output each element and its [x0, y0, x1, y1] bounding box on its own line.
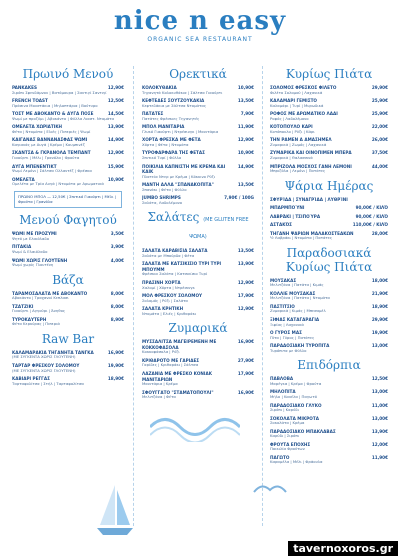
section-title-text: Raw Bar [41, 331, 95, 346]
menu-item-name: ΜΠΡΙΖΟΛΑ ΜΟΣΧΟΣ ΓΑΝΗ ΛΕΜΟΝΙ [270, 163, 352, 169]
menu-item-description: ½ Λαβράκι | Ντομάτα | Πατάτες [270, 235, 333, 241]
menu-item [270, 343, 388, 353]
menu-item [270, 137, 388, 147]
menu-item-name: ΤΟΣΤ ΜΕ ΑΒΟΚΑΝΤΟ & ΑΥΓΑ ΠΟΣΕ [12, 111, 94, 117]
menu-item-name: ΞΙΦΙΑΣ ΚΑΤΑΓΑΡΑΓΙΑ [270, 317, 320, 323]
menu-item-description: Μήλο | Κανέλα | Παγωτό [270, 393, 317, 399]
menu-item [270, 330, 388, 340]
menu-item-name: ΚΑΛΑΜΑΡΙ ΓΕΜΙΣΤΟ [270, 98, 317, 104]
menu-item-price: 12,50€ [371, 376, 388, 382]
menu-item [12, 164, 124, 174]
menu-item-name: ΣΚΑΝΤΣΑ & ΓΚΡΑΝΟΛΑ ΤΕΜΠΑΝΤ [12, 150, 91, 156]
menu-item-name: ΠΑΡΑΔΟΣΙΑΚΗ ΤΥΡΟΠΙΤΑ [270, 343, 330, 349]
menu-item-description: Ποικιλία Φρούτων [270, 446, 305, 452]
menu-item-description: Σαλάτα με Μπούρδα | Φέτα [142, 252, 195, 258]
menu-item-description: Ζυμαρικά | Ζωμός | Λαχανικά [270, 141, 327, 147]
menu-item-name: ΚΑΒΙΑΡΙ ΡΕΓΓΑΣ [12, 376, 50, 382]
menu-item-name: ΨΩΜΙ ΜΕ ΠΡΟΖΥΜΙ [12, 231, 57, 237]
menu-item-price: 16,90€ [237, 389, 254, 395]
menu-column-1 [12, 62, 124, 532]
menu-item-price: 7,90€ [240, 111, 254, 117]
menu-item [270, 317, 388, 327]
menu-item [142, 261, 254, 277]
menu-item-description: Φρέσκια Σαλάτα | Κατσικίσιο Τυρί [142, 271, 208, 277]
menu-item [142, 195, 254, 205]
section-title [12, 273, 124, 287]
menu-item-price: 12,90€ [237, 280, 254, 286]
menu-item-price: 14,50€ [107, 111, 124, 117]
watermark-label: tavernoxoros.gr [288, 541, 398, 556]
menu-item-price: 12,90€ [107, 150, 124, 156]
menu-item-description: Μελιτζάνα | Φέτα [142, 394, 176, 400]
menu-item-row [142, 164, 254, 175]
menu-item-price: 4,00€ [110, 257, 124, 263]
menu-item-price: 8,00€ [110, 290, 124, 296]
menu-item [142, 137, 254, 147]
menu-item [270, 389, 388, 399]
menu-item-name: ΣΦΟΥΓΓΑΤΟ "ΣΤΑΜΑΤΟΠΟΥΛΙ" [142, 389, 214, 395]
menu-item-name: ΠΟΙΚΙΛΙΑ ΚΑΠΝΙΣΤΗ ΜΕ ΚΡΕΜΑ ΚΑΙ ΚΑΙΚ [142, 163, 226, 175]
menu-item-price: 14,90€ [107, 137, 124, 143]
menu-item [12, 363, 124, 373]
menu-item-description: Καρύδι | Σιρόπι [270, 433, 299, 439]
menu-item-name: ΠΑΡΑΔΟΣΙΑΚΟ ΓΛΥΚΟ [270, 402, 322, 408]
menu-item [12, 376, 124, 386]
menu-item [142, 390, 254, 400]
menu-item-price: 25,90€ [371, 111, 388, 117]
section-title [270, 67, 388, 81]
menu-item [12, 291, 124, 301]
column-divider [262, 66, 263, 526]
menu-item [142, 306, 254, 316]
menu-item [270, 205, 388, 211]
menu-highlight-box: ΠΡΩΙΝΟ ΜΠΟΛ — 12,50€ | Σπιτικό Γιαούρτι | Μέλι | Φρούτα | Γρανόλα [14, 191, 122, 209]
menu-item [142, 111, 254, 121]
menu-item [12, 85, 124, 95]
section-title [142, 67, 254, 81]
menu-item-price: 12,00€ [371, 441, 388, 447]
menu-item-description: Γλυκό Γιαούρτι | Ντρέσινγκ | Μανιτάρια [142, 128, 219, 134]
menu-item [12, 111, 124, 121]
menu-item-price: 12,90€ [107, 85, 124, 90]
menu-item-description: Σιρόπι Σφενδάμνου | Βατόμουρα | Σαντιγί Σαντιγί [12, 89, 107, 95]
menu-item-description: Ψωμί & Ελαιόλαδο [12, 248, 48, 254]
section-title [270, 246, 388, 274]
menu-item [270, 111, 388, 121]
menu-item-name: ΚΟΛΛΙΕ ΜΟΥΣΑΚΑΣ [270, 290, 316, 296]
menu-item-description: (ΜΕ ΣΥΓΚΕΝΤΑ ΧΩΡΙΣ ΓΛΟΥΤΕΝΗ) [12, 367, 76, 373]
menu-item-description: Πράσινα Μουστάκια | Μηλοπτάρια | Βούτυρο [12, 102, 98, 108]
menu-item [270, 403, 388, 413]
menu-item [12, 317, 124, 327]
menu-item-name: ΜΟΛ ΦΡΕΣΚΟΥ ΣΟΛΟΜΟΥ [142, 293, 203, 299]
menu-item [142, 98, 254, 108]
menu-item-name: ΣΑΛΑΤΑ ΜΕ ΚΑΤΣΙΚΙΣΙΟ ΤΥΡΙ ΤΥΡΙ ΜΠΟΥΜΜ [142, 261, 222, 272]
menu-item-price: 28,00€ [371, 230, 388, 236]
menu-item [270, 222, 388, 228]
menu-item-name: ΚΟΤΟΠΟΥΛΟ ΚΑΡΙ [270, 124, 313, 130]
menu-item-name: JUMBO SHRIMPS [142, 195, 181, 201]
menu-item-price: 10,90€ [237, 150, 254, 156]
menu-item [142, 85, 254, 95]
menu-item-price: 13,00€ [371, 343, 388, 349]
menu-item-name: ΤΥΡΟΦΑΡΦΑΡΑ ΤΗΣ ΦΕΤΑΣ [142, 150, 206, 156]
restaurant-tagline: ORGANIC SEA RESTAURANT [147, 36, 253, 43]
menu-item-price: 11,90€ [371, 454, 388, 460]
menu-item-name: ΤΑΡΤΑΡ ΦΡΕΣΚΟΥ ΣΟΛΟΜΟΥ [12, 363, 80, 368]
menu-item [270, 231, 388, 241]
menu-item-description: Ντομάτα | Ελιές | Κριθαράκι [142, 310, 197, 316]
menu-item [142, 124, 254, 134]
menu-item [270, 150, 388, 160]
menu-item-description: Μπριζόλα | Λεμόνι | Πατάτες [270, 168, 326, 174]
menu-item [270, 164, 388, 174]
section-title-text: Σαλάτες [147, 210, 200, 225]
menu-item-price: 12,90€ [237, 306, 254, 312]
menu-item-price: 3,90€ [110, 244, 124, 250]
menu-item-name: ΣΑΛΑΤΑ ΚΡΗΤΙΚΗ [142, 306, 184, 312]
menu-item-name: ΣΟΚΟΛΑΤΑ ΜΙΚΡΟΤΑ [270, 415, 319, 421]
menu-item-name: ΠΑΤΑΤΕΣ [142, 111, 164, 117]
menu-item-row [270, 197, 388, 203]
menu-item [270, 442, 388, 452]
section-title-text: Επιδόρπια [297, 358, 361, 373]
section-title-text: Παραδοσιακά Κυρίως Πιάτα [285, 245, 373, 274]
menu-item-price: 11,90€ [237, 124, 254, 130]
section-title [270, 179, 388, 193]
menu-item [12, 177, 124, 187]
section-title-text: Κυρίως Πιάτα [285, 67, 373, 81]
menu-item [270, 124, 388, 134]
menu-item-price: 8,90€ [110, 316, 124, 322]
menu-item [270, 214, 388, 220]
sailboat-icon [95, 480, 135, 540]
menu-item-name: ΜΑΝΤΗ ΑΛΛΑ "ΣΠΑΝΑΚΟΠΙΤΑ" [142, 182, 214, 188]
menu-item-name: ΧΟΡΤΑ ΦΡΕΣΚΑ ΜΕ ΦΕΤΑ [142, 137, 201, 143]
menu-item-price: 16,90€ [237, 339, 254, 345]
menu-item-price: 15,90€ [107, 163, 124, 169]
menu-item-name: ΚΑΛΑΜΑΡΑΚΙΑ ΤΗΓΑΝΗΤΑ ΤΑΝΓΚΑ [12, 349, 94, 355]
menu-item-price: 14,90€ [237, 163, 254, 169]
menu-item [12, 350, 124, 360]
menu-item [12, 244, 124, 254]
section-title [270, 358, 388, 372]
menu-item [142, 150, 254, 160]
menu-item [142, 280, 254, 290]
menu-item-description: Ψωμί χωρίς Γλουτένη [12, 262, 54, 268]
menu-item [142, 182, 254, 192]
section-title-text: Ψάρια Ημέρας [284, 178, 374, 193]
menu-item-price: 13,50€ [237, 182, 254, 188]
wave-decoration-icon [150, 402, 240, 442]
menu-item-price: 12,90€ [237, 137, 254, 143]
menu-item-description: Καγιανάς με Αυγά | Κρέμα | Κουμπινέζ [12, 141, 85, 147]
menu-item-name: ΑΥΓΑ ΜΠΕΝΕΝΤΙΚΤ [12, 163, 57, 169]
menu-item-name: FRENCH TOAST [12, 98, 48, 104]
menu-item-description: Καραμέλα | Μέλι | Φράουλα [270, 459, 323, 465]
menu-item-name: ΛΑΖΑΝΙΑ ΜΕ ΦΡΕΣΚΟ ΚΟΝΙΑΚ ΜΑΝΙΤΑΡΙΩΝ [142, 371, 212, 382]
menu-item-name: ΜΠΑΡΜΠΟΎΝΙ [270, 205, 305, 211]
menu-item-name: ΣΦΥΡΊΔΑ | ΣΥΝΑΓΡΊΔΑ | ΛΥΘΡΊΝΙ [270, 196, 348, 202]
menu-item-name: ΠΑΡΑΔΟΣΙΑΚΟ ΜΠΑΚΛΑΒΑΣ [270, 428, 336, 434]
menu-item-row [270, 205, 388, 211]
menu-item-price: 7,90€ / 100G [224, 195, 254, 201]
menu-item [12, 150, 124, 160]
menu-item-name: Ο ΓΥΡΟΣ ΜΑΣ [270, 330, 302, 336]
menu-item-name: ΤΥΡΟΚΑΥΤΕΡΗ [12, 316, 47, 322]
menu-item-price: 13,50€ [237, 248, 254, 254]
menu-item-price: 13,90€ [371, 428, 388, 434]
menu-item-description: Μελιτζάνα | Πατάτα | Ντομάτα [270, 295, 330, 301]
column-divider [133, 66, 134, 526]
menu-item-description: Ψωμί Λεμόνι | Σάλτσα Ολλαντέζ | Φρέσκα [12, 168, 92, 174]
menu-item [270, 429, 388, 439]
menu-item-description: Σαλάτα, Λαδολέμονο [142, 199, 183, 205]
menu-item-description: Ζυμαρικά | Κιμάς | Μπεσαμέλ [270, 308, 326, 314]
menu-item-name: ΨΩΜΙ ΧΩΡΙΣ ΓΛΟΥΤΕΝΗ [12, 257, 68, 263]
menu-item-price: 10,90€ [107, 176, 124, 182]
menu-item-description: Σπιτικό Τυρί | Φύλλο [142, 154, 182, 160]
seagull-icon [250, 470, 290, 510]
menu-item [142, 339, 254, 355]
menu-item-description: Ροφός | Λαδολέμονο [270, 115, 309, 121]
menu-item-name: PANKAKES [12, 85, 38, 90]
menu-item-description: Γιαούρτι | Μέλι | Γρανόλα | Φρούτα [12, 154, 80, 160]
menu-item-description: Ταρταφολίτσα | Στήλ | Ταρταφολίτσα [12, 380, 84, 386]
menu-item-name: ΖΥΜΑΡΙΚΑ ΚΑΙ ΟΙΝΟΠΙΜΕΝ ΜΠΕΡΔ [270, 150, 352, 156]
menu-item [270, 416, 388, 426]
menu-item [142, 164, 254, 180]
menu-item-name: ΠΑΣΤΙΤΣΙΟ [270, 303, 295, 309]
menu-item-description: Κοτόπουλο | Ρύζι | Κάρι [270, 128, 315, 134]
menu-item-description: Σολομός | Ρύζι | Σαλάτα [142, 297, 188, 303]
menu-item-price: 8,00€ [110, 303, 124, 309]
menu-item-description: Πλατεία Ντερ με Κρέμα | Κόκκινο Ρύζι [142, 173, 216, 179]
section-title [12, 67, 124, 81]
menu-item-description: Ψωμί με προζύμι | Αβοκάντο | Φύλλα Λιαστ. Ντομάτα [12, 115, 114, 121]
menu-item-name: ΜΗΛΟΠΙΤΑ [270, 389, 296, 395]
menu-item-name: ΟΜΕΛΕΤΑ [12, 176, 35, 182]
section-title [142, 210, 254, 244]
menu-item-price: 16,90€ [107, 349, 124, 355]
section-subtitle: (ΜΕ GLUTEN FREE ΨΩΜΑ) [189, 217, 249, 241]
menu-item-price: 110,00€ / ΚΙΛΌ [352, 222, 388, 228]
menu-item-name: ΦΡΟΥΤΑ ΕΠΟΧΗΣ [270, 441, 311, 447]
menu-item-price: 12,50€ [107, 98, 124, 104]
menu-item-price: 13,00€ [371, 389, 388, 395]
menu-item-price: 13,90€ [107, 124, 124, 130]
menu-item [12, 124, 124, 134]
menu-item-description: Ομελέτα με Τρία Αυγά | Ντομάτα με Αρωματικά [12, 181, 104, 187]
menu-item-description: Καλαμάρι | Τυρί | Μυρωδικά [270, 102, 324, 108]
menu-item-price: 17,90€ [237, 371, 254, 376]
menu-item-description: Χόρτα | Φέτα | Ντομάτα [142, 141, 189, 147]
menu-item-price: 18,00€ [371, 277, 388, 283]
menu-item-name: ΚΕΦΤΕΔΕΣ ΣΟΥΤΖΟΥΚΑΚΙΑ [142, 98, 205, 104]
menu-item-price: 13,00€ [371, 415, 388, 421]
menu-item-name: ΜΥΣΣΑΛΙΤΣΑ ΜΑΓΕΙΡΕΜΕΝΗ ΜΕ ΚΟΚΚΟΦΑΣΟΛΑ [142, 339, 217, 350]
menu-item-name: ΤΖΑΤΖΙΚΙ [12, 303, 34, 309]
menu-item-description: Μελιτζάνα | Πατάτα | Κιμάς [270, 282, 324, 288]
menu-column-2 [142, 62, 254, 532]
menu-item [142, 371, 254, 387]
restaurant-logo [0, 6, 400, 36]
menu-item-description: Μαρέγκα | Κρέμα | Φρούτα [270, 380, 322, 386]
section-title [142, 321, 254, 335]
menu-item-name: ΣΑΛΑΤΑ ΚΑΡΑΒΙΣΙΑ ΣΑΛΑΤΑ [142, 248, 208, 254]
menu-item-price: 3,50€ [110, 231, 124, 237]
menu-item-name: ΠΡΑΣΙΝΗ ΧΟΡΤΑ [142, 280, 181, 286]
menu-item-description: Φιλέτο Σολομού | Λαχανικά [270, 89, 323, 95]
menu-item-description: Σπανάκι | Φέτα | Φύλλο [142, 186, 187, 192]
menu-item-description: Τηγανητά Κολοκυθάκια | Σάλτσα Γιαούρτι [142, 89, 223, 95]
menu-item-price: 18,90€ [371, 303, 388, 309]
menu-item-price: 13,50€ [237, 98, 254, 104]
section-title [12, 332, 124, 346]
section-title-text: Πρωινό Μενού [22, 67, 114, 81]
section-title-text: Μενού Φαγητού [19, 213, 117, 228]
menu-item-price: 27,90€ [237, 357, 254, 363]
menu-item [270, 304, 388, 314]
menu-item [270, 455, 388, 465]
menu-item-description: Γιαούρτι | Αγγούρι | Άνηθος [12, 308, 66, 314]
menu-item-name: ΤΑΡΑΜΟΣΑΛΑΤΑ ΜΕ ΑΒΟΚΑΝΤΟ [12, 290, 88, 296]
menu-item-price: 29,90€ [371, 85, 388, 90]
menu-item-price: 25,90€ [371, 98, 388, 104]
menu-item-price: 21,90€ [371, 290, 388, 296]
logo-text: nice n easy [113, 6, 287, 36]
menu-item-price: 17,90€ [237, 293, 254, 299]
menu-item [270, 197, 388, 203]
menu-item-name: ΣΟΛΟΜΟΣ ΦΡΕΣΚΟΣ ΦΙΛΕΤΟ [270, 85, 337, 90]
menu-item-price: 13,90€ [237, 261, 254, 267]
menu-item-price: 37,50€ [371, 150, 388, 156]
menu-item [12, 304, 124, 314]
menu-item-name: ΑΣΤΑΚΌΣ [270, 222, 293, 228]
menu-item-description: Ζυμαρικά | Θαλασσινά [270, 154, 313, 160]
menu-item-price: 22,00€ [371, 124, 388, 130]
menu-item-description: Κεφτεδάκια με Σάλτσα Ντομάτας [142, 102, 207, 108]
menu-item-name: ΠΑΓΩΤΟ [270, 454, 290, 460]
menu-item-name: ΜΟΥΣΑΚΑΣ [270, 277, 297, 283]
menu-column-3 [270, 62, 388, 532]
menu-item [12, 231, 124, 241]
menu-item [12, 98, 124, 108]
menu-item-description: Φέτα Κερκύρας | Πιπεριά [12, 321, 60, 327]
menu-item-price: 90,00€ / ΚΙΛΌ [355, 213, 388, 219]
menu-item-description: Χαλομί | Χόρτα | Ντρέσινγκ [142, 284, 195, 290]
menu-item-price: 90,00€ / ΚΙΛΌ [355, 205, 388, 211]
menu-item-description: Πατάτες Φρέσκιες Τηγανητές [142, 115, 200, 121]
menu-item-price: 44,00€ [371, 163, 388, 169]
section-title [12, 213, 124, 227]
menu-item [270, 376, 388, 386]
menu-item [270, 98, 388, 108]
menu-item-row [270, 222, 388, 228]
menu-item [270, 278, 388, 288]
menu-item-price [385, 197, 388, 203]
menu-item-name: ΤΗΓΑΝΗ ΨΑΡΙΩΝ ΜΑΛΑΚΟΣΤΕΑΚΩΝ [270, 230, 354, 236]
menu-item-name: ΠΙΤΑΚΙΑ [12, 244, 32, 250]
menu-item-description: Τυρόπιτα με Φύλλο [270, 347, 307, 353]
menu-item-row [270, 214, 388, 220]
menu-item [270, 85, 388, 95]
menu-item-description: (ΜΕ ΣΥΓΚΕΝΤΑ ΧΩΡΙΣ ΓΛΟΥΤΕΝΗ) [12, 354, 76, 360]
menu-item-name: ΠΑΒΛΟΒΑ [270, 376, 294, 382]
menu-item-price: 19,90€ [371, 330, 388, 336]
menu-item-description: Αβοκάντο | Τραχανοί Κεπλασι [12, 295, 69, 301]
menu-item [270, 291, 388, 301]
menu-item-name: ΚΟΛΟΚΥΘΑΚΙΑ [142, 85, 177, 90]
menu-item-description: Πίτα | Γύρος | Πατάτες [270, 334, 315, 340]
menu-item-price: 26,00€ [371, 137, 388, 143]
menu-item-description: Κοκκοφάσολα | Ρύζι [142, 349, 180, 355]
menu-item-description: Γαρίδες | Κριθαράκι | Σάλτσα [142, 362, 199, 368]
menu-item-name: ΤΗΝ ΡΑΜΕΝ Α ΑΜΑΣΗΜΕΛ [270, 137, 332, 143]
menu-item-price: 19,90€ [107, 363, 124, 368]
menu-item [142, 248, 254, 258]
menu-item-description: Μανιτάρια | Κρέμα [142, 381, 178, 386]
menu-item-name: ΛΑΒΡΆΚΙ | ΤΣΙΠΟΎΡΑ [270, 213, 321, 219]
menu-item-price: 11,00€ [371, 402, 388, 408]
menu-item-name: ΚΡΙΘΑΡΟΤΟ ΜΕ ΓΑΡΙΔΕΣ [142, 357, 200, 363]
menu-item-description: Φέτα | Ντομάτα | Ελιές | Πιπεριές | Ψωμί [12, 128, 91, 134]
section-title-text: Βάζα [52, 272, 84, 287]
menu-item-name: ΜΠΟΛ ΜΑΝΙΤΑΡΙΑ [142, 124, 185, 130]
menu-item-description: Σοκολάτα | Κρέμα [270, 420, 305, 426]
menu-item [12, 137, 124, 147]
menu-item-description: Ξιφίας | Λαχανικά [270, 321, 304, 327]
section-title-text: Ζυμαρικά [168, 321, 228, 336]
menu-item-price: 18,90€ [107, 376, 124, 382]
menu-item-description: Σιρόπι | Καρύδι [270, 407, 299, 412]
section-title-text: Ορεκτικά [169, 67, 227, 81]
menu-item-price: 10,90€ [237, 85, 254, 90]
menu-item [142, 358, 254, 368]
menu-item-name: ΡΟΦΟΣ ΜΕ ΑΡΩΜΑΤΙΚΟ ΛΑΔΙ [270, 111, 338, 117]
menu-item-price: 29,90€ [371, 317, 388, 323]
menu-item-name: ΚΑΙΓΑΝΑΣ ΒΑΝΝΑΝΑΣΦΑΣ ΨΩΜΙ [12, 137, 88, 143]
menu-item-name: ΟΜΕΛΕΤΑ ΧΩΡΙΑΤΙΚΗ [12, 124, 63, 130]
menu-header [0, 0, 400, 56]
menu-item [142, 293, 254, 303]
menu-item-description: Ψητό με Ελαιόλαδο [12, 235, 50, 241]
menu-item [12, 258, 124, 268]
